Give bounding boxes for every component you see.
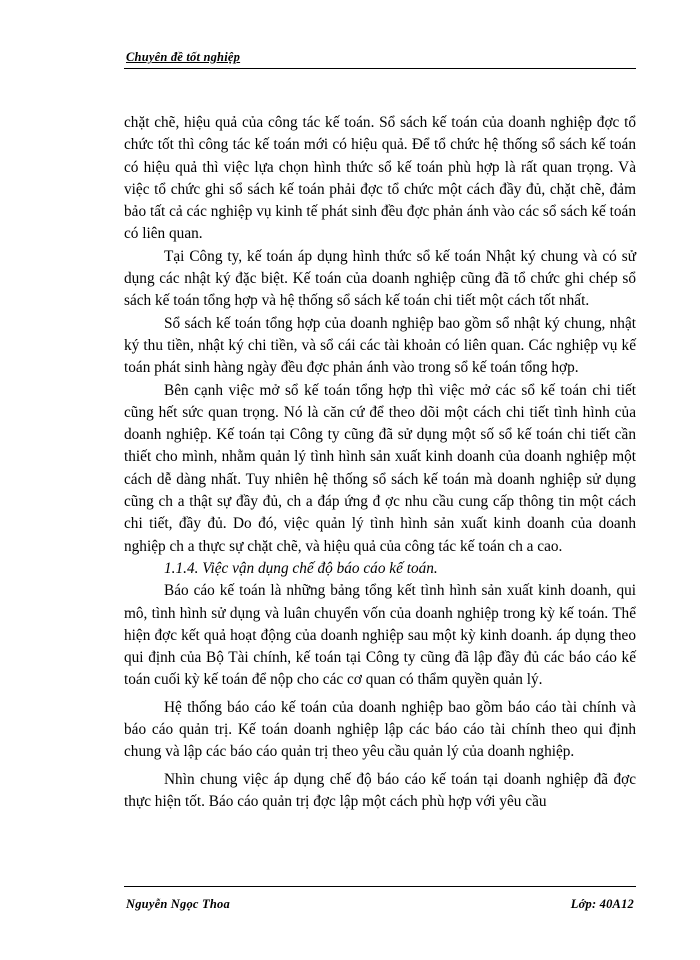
footer-author: Nguyễn Ngọc Thoa [126,897,230,911]
document-body [124,112,636,813]
paragraph-3: Sổ sách kế toán tổng hợp của doanh nghiệp bao gồm sổ nhật ký chung, nhật ký thu tiền, nhật ký chi tiền, và sổ cái các tài khoản có liên quan. Các nghiệp vụ kế toán phát sinh hàng ngày đều đợc phản ánh vào trong sổ kế toán tổng hợp. [124,314,636,377]
paragraph-5: Báo cáo kế toán là những bảng tổng kết tình hình sản xuất kinh doanh, qui mô, tình hình sử dụng và luân chuyển vốn của doanh nghiệp trong kỳ kế toán. Thể hiện đợc kết quả hoạt động của doanh nghiệp sau một kỳ kinh doanh. áp dụng theo qui định của Bộ Tài chính, kế toán tại Công ty cũng đã lập đầy đủ các báo cáo kế toán cuối kỳ kế toán để nộp cho các cơ quan có thẩm quyền quản lý. [124,582,636,689]
section-heading: 1.1.4. Việc vận dụng chế độ báo cáo kế toán. [164,559,438,577]
page-footer [124,886,636,911]
page-header [124,50,636,69]
footer-class: Lớp: 40A12 [570,897,634,911]
paragraph-4: Bên cạnh việc mở sổ kế toán tổng hợp thì việc mở các sổ kế toán chi tiết cũng hết sức quan trọng. Nó là căn cứ để theo dõi một cách chi tiết tình hình của doanh nghiệp. Kế toán tại Công ty cũng đã sử dụng một số sổ kế toán chi tiết cần thiết cho mình, nhằm quản lý tình hình sản xuất kinh doanh của doanh nghiệp một cách dễ dàng nhất. Tuy nhiên hệ thống sổ sách kế toán mà doanh nghiệp sử dụng cũng ch a thật sự đầy đủ, ch a đáp ứng đ ợc nhu cầu cung cấp thông tin một cách chi tiết, đầy đủ. Do đó, việc quản lý tình hình sản xuất kinh doanh của doanh nghiệp ch a thực sự chặt chẽ, và hiệu quả của công tác kế toán ch a cao. [124,381,636,555]
paragraph-2: Tại Công ty, kế toán áp dụng hình thức sổ kế toán Nhật ký chung và có sử dụng các nhật ký đặc biệt. Kế toán của doanh nghiệp cũng đã tổ chức ghi chép sổ sách kế toán tổng hợp và hệ thống sổ sách kế toán chi tiết một cách tốt nhất. [124,247,636,310]
paragraph-7: Nhìn chung việc áp dụng chế độ báo cáo kế toán tại doanh nghiệp đã đợc thực hiện tốt. Báo cáo quản trị đợc lập một cách phù hợp với yêu cầu [124,770,636,810]
paragraph-1: chặt chẽ, hiệu quả của công tác kế toán. Sổ sách kế toán của doanh nghiệp đợc tổ chức tốt thì công tác kế toán mới có hiệu quả. Để tổ chức hệ thống sổ sách kế toán có hiệu quả thì việc lựa chọn hình thức sổ kế toán phù hợp là rất quan trọng. Và việc tổ chức ghi sổ sách kế toán phải đợc tổ chức một cách đầy đủ, chặt chẽ, đảm bảo tất cả các nghiệp vụ kinh tế phát sinh đều đợc phản ánh vào các sổ sách kế toán có liên quan. [124,114,636,243]
paragraph-6: Hệ thống báo cáo kế toán của doanh nghiệp bao gồm báo cáo tài chính và báo cáo quản trị. Kế toán doanh nghiệp lập các báo cáo tài chính theo qui định chung và lập các báo cáo quản trị theo yêu cầu quản lý của doanh nghiệp. [124,698,636,761]
header-title: Chuyên đề tốt nghiệp [126,50,241,64]
